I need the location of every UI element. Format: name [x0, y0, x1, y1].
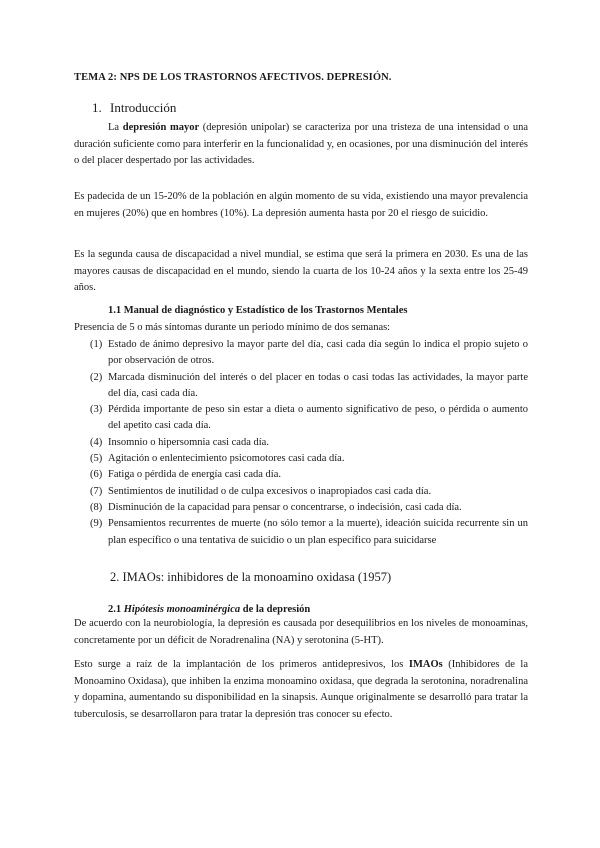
s2-p2-post: (Inhibidores de la Monoamino Oxidasa), que inhiben la enzima monoamino oxidasa, que degrada la serotonina, noradrenalina y dopamina, aumentando su disponibilidad en la sinapsis. Aunque originalmente se desarrolló para tratar la tuberculosis, se desarrollaron para tratar la depresión tras conocer su efecto.: [74, 659, 528, 720]
list-item: [74, 370, 528, 403]
subsection-2-1-heading: [108, 604, 310, 615]
intro-paragraph-3: Es la segunda causa de discapacidad a nivel mundial, se estima que será la primera en 2030. Es una de las mayores causas de discapacidad en el mundo, siendo la cuarta de los 10-24 años y la sexta entre los 25-49 años.: [74, 249, 528, 293]
list-item: [74, 484, 528, 500]
list-item-number: (8): [90, 501, 103, 513]
s2-p2-pre: Esto surge a raíz de la implantación de los primeros antidepresivos, los: [74, 659, 409, 670]
subsection-2-1-number: 2.1: [108, 604, 124, 615]
list-item-number: (1): [90, 339, 103, 350]
list-item-number: (2): [90, 371, 103, 383]
list-item: [74, 435, 528, 451]
list-item: [74, 467, 528, 483]
section-2-heading: 2. IMAOs: inhibidores de la monoamino oxidasa (1957): [110, 570, 392, 584]
document-title: TEMA 2: NPS DE LOS TRASTORNOS AFECTIVOS. DEPRESIÓN.: [74, 72, 392, 83]
s2-p2-bold: IMAOs: [408, 659, 443, 670]
list-item-number: (4): [90, 436, 103, 448]
list-item: [74, 516, 528, 549]
list-item-number: (9): [90, 518, 103, 530]
list-item: [74, 451, 528, 467]
section-2-paragraph-2: [74, 657, 528, 723]
section-2-paragraph-1: De acuerdo con la neurobiología, la depresión es causada por desequilibrios en los niveles de monoaminas, concretamente por un déficit de Noradrenalina (NA) y serotonina (5-HT).: [74, 618, 528, 646]
section-1-title: Introducción: [110, 100, 177, 115]
list-item-text: Fatiga o pérdida de energía casi cada día.: [108, 469, 281, 481]
section-1-number: 1.: [92, 100, 102, 115]
intro-paragraph-1: [74, 120, 528, 170]
list-item: [74, 402, 528, 435]
subsection-2-1-rest: de la depresión: [240, 604, 311, 615]
criteria-list: [74, 337, 528, 549]
intro-paragraph-2: Es padecida de un 15-20% de la población en algún momento de su vida, existiendo una mayor prevalencia en mujeres (20%) que en hombres (10%). La depresión aumenta hasta por 20 el riesgo de suicidio.: [74, 191, 528, 219]
list-item-text: Estado de ánimo depresivo la mayor parte del día, casi cada día según lo indica el propio sujeto o por observación de otros.: [108, 339, 528, 367]
list-item-text: Disminución de la capacidad para pensar o concentrarse, o indecisión, casi cada día.: [108, 501, 462, 513]
intro-p1-post: (depresión unipolar) se caracteriza por una tristeza de una intensidad o una duración suficiente como para interferir en la funcionalidad y, en ocasiones, por una disminución del interés o del placer despertado por las actividades.: [74, 122, 528, 166]
list-item-number: (5): [90, 453, 103, 465]
list-item-number: (7): [90, 485, 103, 497]
list-item-text: Pensamientos recurrentes de muerte (no sólo temor a la muerte), ideación suicida recurrente sin un plan específico o una tentativa de suicidio o un plan específico para suicidarse: [108, 518, 528, 546]
list-item-text: Insomnio o hipersomnia casi cada día.: [108, 436, 269, 448]
list-item-number: (3): [90, 404, 103, 416]
intro-p1-pre: La: [108, 122, 123, 133]
list-item-text: Sentimientos de inutilidad o de culpa excesivos o inapropiados casi cada día.: [108, 485, 432, 497]
subsection-1-1-heading: 1.1 Manual de diagnóstico y Estadístico de los Trastornos Mentales: [108, 305, 408, 316]
list-item-text: Pérdida importante de peso sin estar a dieta o aumento significativo de peso, o pérdida o aumento del apetito casi cada día.: [108, 404, 528, 432]
criteria-intro: Presencia de 5 o más síntomas durante un periodo mínimo de dos semanas:: [74, 322, 391, 333]
list-item: [74, 337, 528, 370]
section-1-heading: [92, 100, 176, 116]
intro-p1-bold: depresión mayor: [122, 122, 200, 133]
list-item-text: Marcada disminución del interés o del placer en todas o casi todas las actividades, la mayor parte del día, casi cada día.: [108, 371, 528, 399]
subsection-2-1-italic: Hipótesis monoaminérgica: [123, 604, 241, 615]
list-item: [74, 500, 528, 516]
list-item-text: Agitación o enlentecimiento psicomotores casi cada día.: [108, 453, 345, 465]
list-item-number: (6): [90, 469, 103, 481]
